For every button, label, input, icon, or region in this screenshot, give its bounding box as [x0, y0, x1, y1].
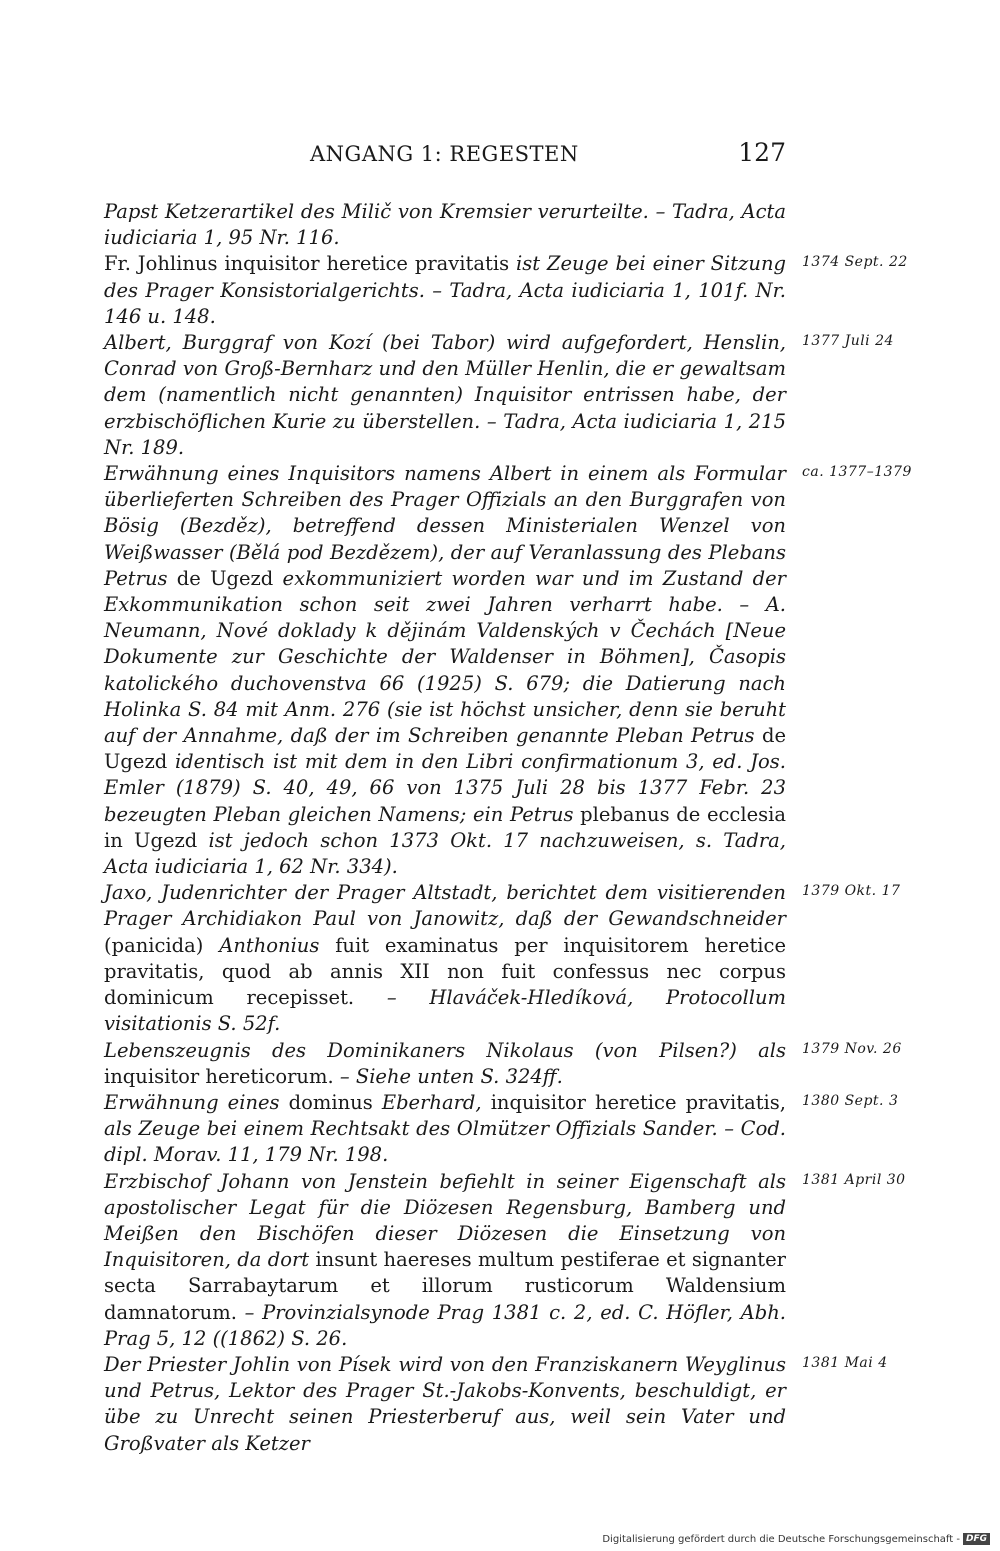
italic-text: ist Zeuge bei einer Sitzung des Prager Konsistorialgerichts. – Tadra, Acta iudiciaria 1, 101f. Nr. 146 u. 148. — [104, 252, 786, 328]
italic-text: ist jedoch schon 1373 Okt. 17 nachzuweisen, s. Tadra, Acta iudiciaria 1, 62 Nr. 334). — [104, 828, 786, 879]
entry-text — [104, 330, 786, 461]
margin-date: 1380 Sept. 3 — [802, 1092, 899, 1109]
entry-text — [104, 1090, 786, 1169]
entry-text — [104, 251, 786, 330]
upright-latin-text: de Ugezd — [104, 724, 786, 774]
regest-entry — [104, 330, 894, 461]
margin-date: 1374 Sept. 22 — [802, 254, 908, 271]
regest-entry — [104, 251, 908, 330]
regest-entry — [104, 880, 901, 1037]
italic-text: Erwähnung eines — [104, 1090, 289, 1114]
margin-date: ca. 1377–1379 — [802, 464, 912, 481]
italic-text: – Hlaváček-Hledíková, Protocollum visitationis S. 52f. — [104, 986, 786, 1036]
regest-entry — [104, 1038, 902, 1090]
italic-text: Erzbischof Johann von Jenstein befiehlt in seiner Eigenschaft als apostolischer Legat für die Diözesen Regensburg, Bamberg und Meißen den Bischöfen dieser Diözesen die Einsetzung von Inquisitoren, da dort — [104, 1169, 786, 1272]
entry-text — [104, 880, 786, 1037]
regest-entry — [104, 1169, 906, 1352]
italic-text: Lebenszeugnis des Dominikaners Nikolaus (von Pilsen?) als — [104, 1038, 786, 1062]
upright-latin-text: fuit examinatus per inquisitorem heretice pravitatis, quod ab annis XII non fuit confessus nec corpus dominicum recepisset. — [104, 933, 786, 1010]
regest-entry — [104, 1352, 888, 1457]
entry-text — [104, 1352, 786, 1457]
margin-date: 1381 April 30 — [802, 1171, 906, 1188]
regest-entry — [104, 461, 912, 880]
italic-text: als Zeuge bei einem Rechtsakt des Olmützer Offizials Sander. – Cod. dipl. Morav. 11, 179 Nr. 198. — [104, 1117, 786, 1167]
italic-text: Anthonius — [219, 933, 336, 957]
regesten-list — [104, 199, 912, 1457]
upright-latin-text: inquisitor hereticorum. — [104, 1064, 340, 1088]
upright-latin-text: insunt haereses multum pestiferae et signanter secta Sarrabaytarum et illorum rusticorum Waldensium damnatorum. — [104, 1248, 786, 1324]
page-number: 127 — [738, 138, 786, 167]
upright-latin-text: Fr. Johlinus inquisitor heretice pravitatis — [104, 252, 516, 276]
running-title: ANGANG 1: REGESTEN — [310, 142, 579, 166]
entry-text — [104, 1038, 786, 1090]
footer — [602, 1533, 990, 1545]
upright-latin-text: de Ugezd — [176, 566, 283, 590]
italic-text: identisch ist mit dem in den Libri confirmationum 3, ed. Jos. Emler (1879) S. 40, 49, 66 von 1375 Juli 28 bis 1377 Febr. 23 bezeugten Pleban gleichen Namens; ein Petrus — [104, 750, 786, 826]
entry-text — [104, 461, 786, 880]
regest-entry — [104, 1090, 899, 1169]
dfg-logo: DFG — [963, 1533, 990, 1545]
italic-text: Albert, Burggraf von Kozí (bei Tabor) wird aufgefordert, Henslin, Conrad von Groß-Bernharz und den Müller Henlin, die er gewaltsam dem (namentlich nicht genannten) Inquisitor entrissen habe, der erzbischöflichen Kurie zu überstellen. – Tadra, Acta iudiciaria 1, 215 Nr. 189. — [104, 331, 786, 459]
italic-text: Erwähnung eines Inquisitors namens Albert in einem als Formular überlieferten Schreiben des Prager Offizials an den Burggrafen von Bösig (Bezděz), betreffend dessen Ministerialen Wenzel von Weißwasser (Bělá pod Bezdězem), der auf Veranlassung des Plebans Petrus — [104, 462, 786, 590]
upright-latin-text: inquisitor heretice pravitatis, — [490, 1090, 786, 1114]
margin-date: 1379 Okt. 17 — [802, 883, 901, 900]
regest-entry — [104, 199, 786, 251]
entry-text — [104, 1169, 786, 1352]
upright-latin-text: dominus — [288, 1090, 382, 1114]
italic-text: Papst Ketzerartikel des Milič von Kremsier verurteilte. – Tadra, Acta iudiciaria 1, 95 Nr. 116. — [104, 200, 786, 250]
margin-date: 1381 Mai 4 — [802, 1354, 888, 1371]
footer-credit: Digitalisierung gefördert durch die Deutsche Forschungsgemeinschaft - — [602, 1533, 960, 1545]
upright-latin-text: plebanus de ecclesia in Ugezd — [104, 802, 786, 852]
italic-text: Der Priester Johlin von Písek wird von den Franziskanern Weyglinus und Petrus, Lektor des Prager St.-Jakobs-Konvents, beschuldigt, er übe zu Unrecht seinen Priesterberuf aus, weil sein Vater und Großvater als Ketzer — [104, 1352, 786, 1455]
entry-text — [104, 199, 786, 251]
italic-text: Jaxo, Judenrichter der Prager Altstadt, berichtet dem visitierenden Prager Archidiakon Paul von Janowitz, daß der Gewandschneider — [104, 881, 786, 931]
italic-text: – Siehe unten S. 324ff. — [339, 1064, 563, 1088]
italic-text: exkommuniziert worden war und im Zustand der Exkommunikation schon seit zwei Jahren verharrt habe. – A. Neumann, Nové doklady k dějinám Valdenských v Čechách [Neue Dokumente zur Geschichte der Waldenser in Böhmen], Časopis katolického duchovenstva 66 (1925) S. 679; die Datierung nach Holinka S. 84 mit Anm. 276 (sie ist höchst unsicher, denn sie beruht auf der Annahme, daß der im Schreiben genannte Pleban Petrus — [104, 566, 787, 748]
margin-date: 1377 Juli 24 — [802, 333, 894, 350]
italic-text: – Provinzialsynode Prag 1381 c. 2, ed. C. Höfler, Abh. Prag 5, 12 ((1862) S. 26. — [104, 1300, 786, 1350]
italic-text: Eberhard, — [381, 1090, 491, 1114]
page-header — [104, 138, 786, 172]
margin-date: 1379 Nov. 26 — [802, 1040, 902, 1057]
upright-latin-text: (panicida) — [104, 933, 220, 957]
